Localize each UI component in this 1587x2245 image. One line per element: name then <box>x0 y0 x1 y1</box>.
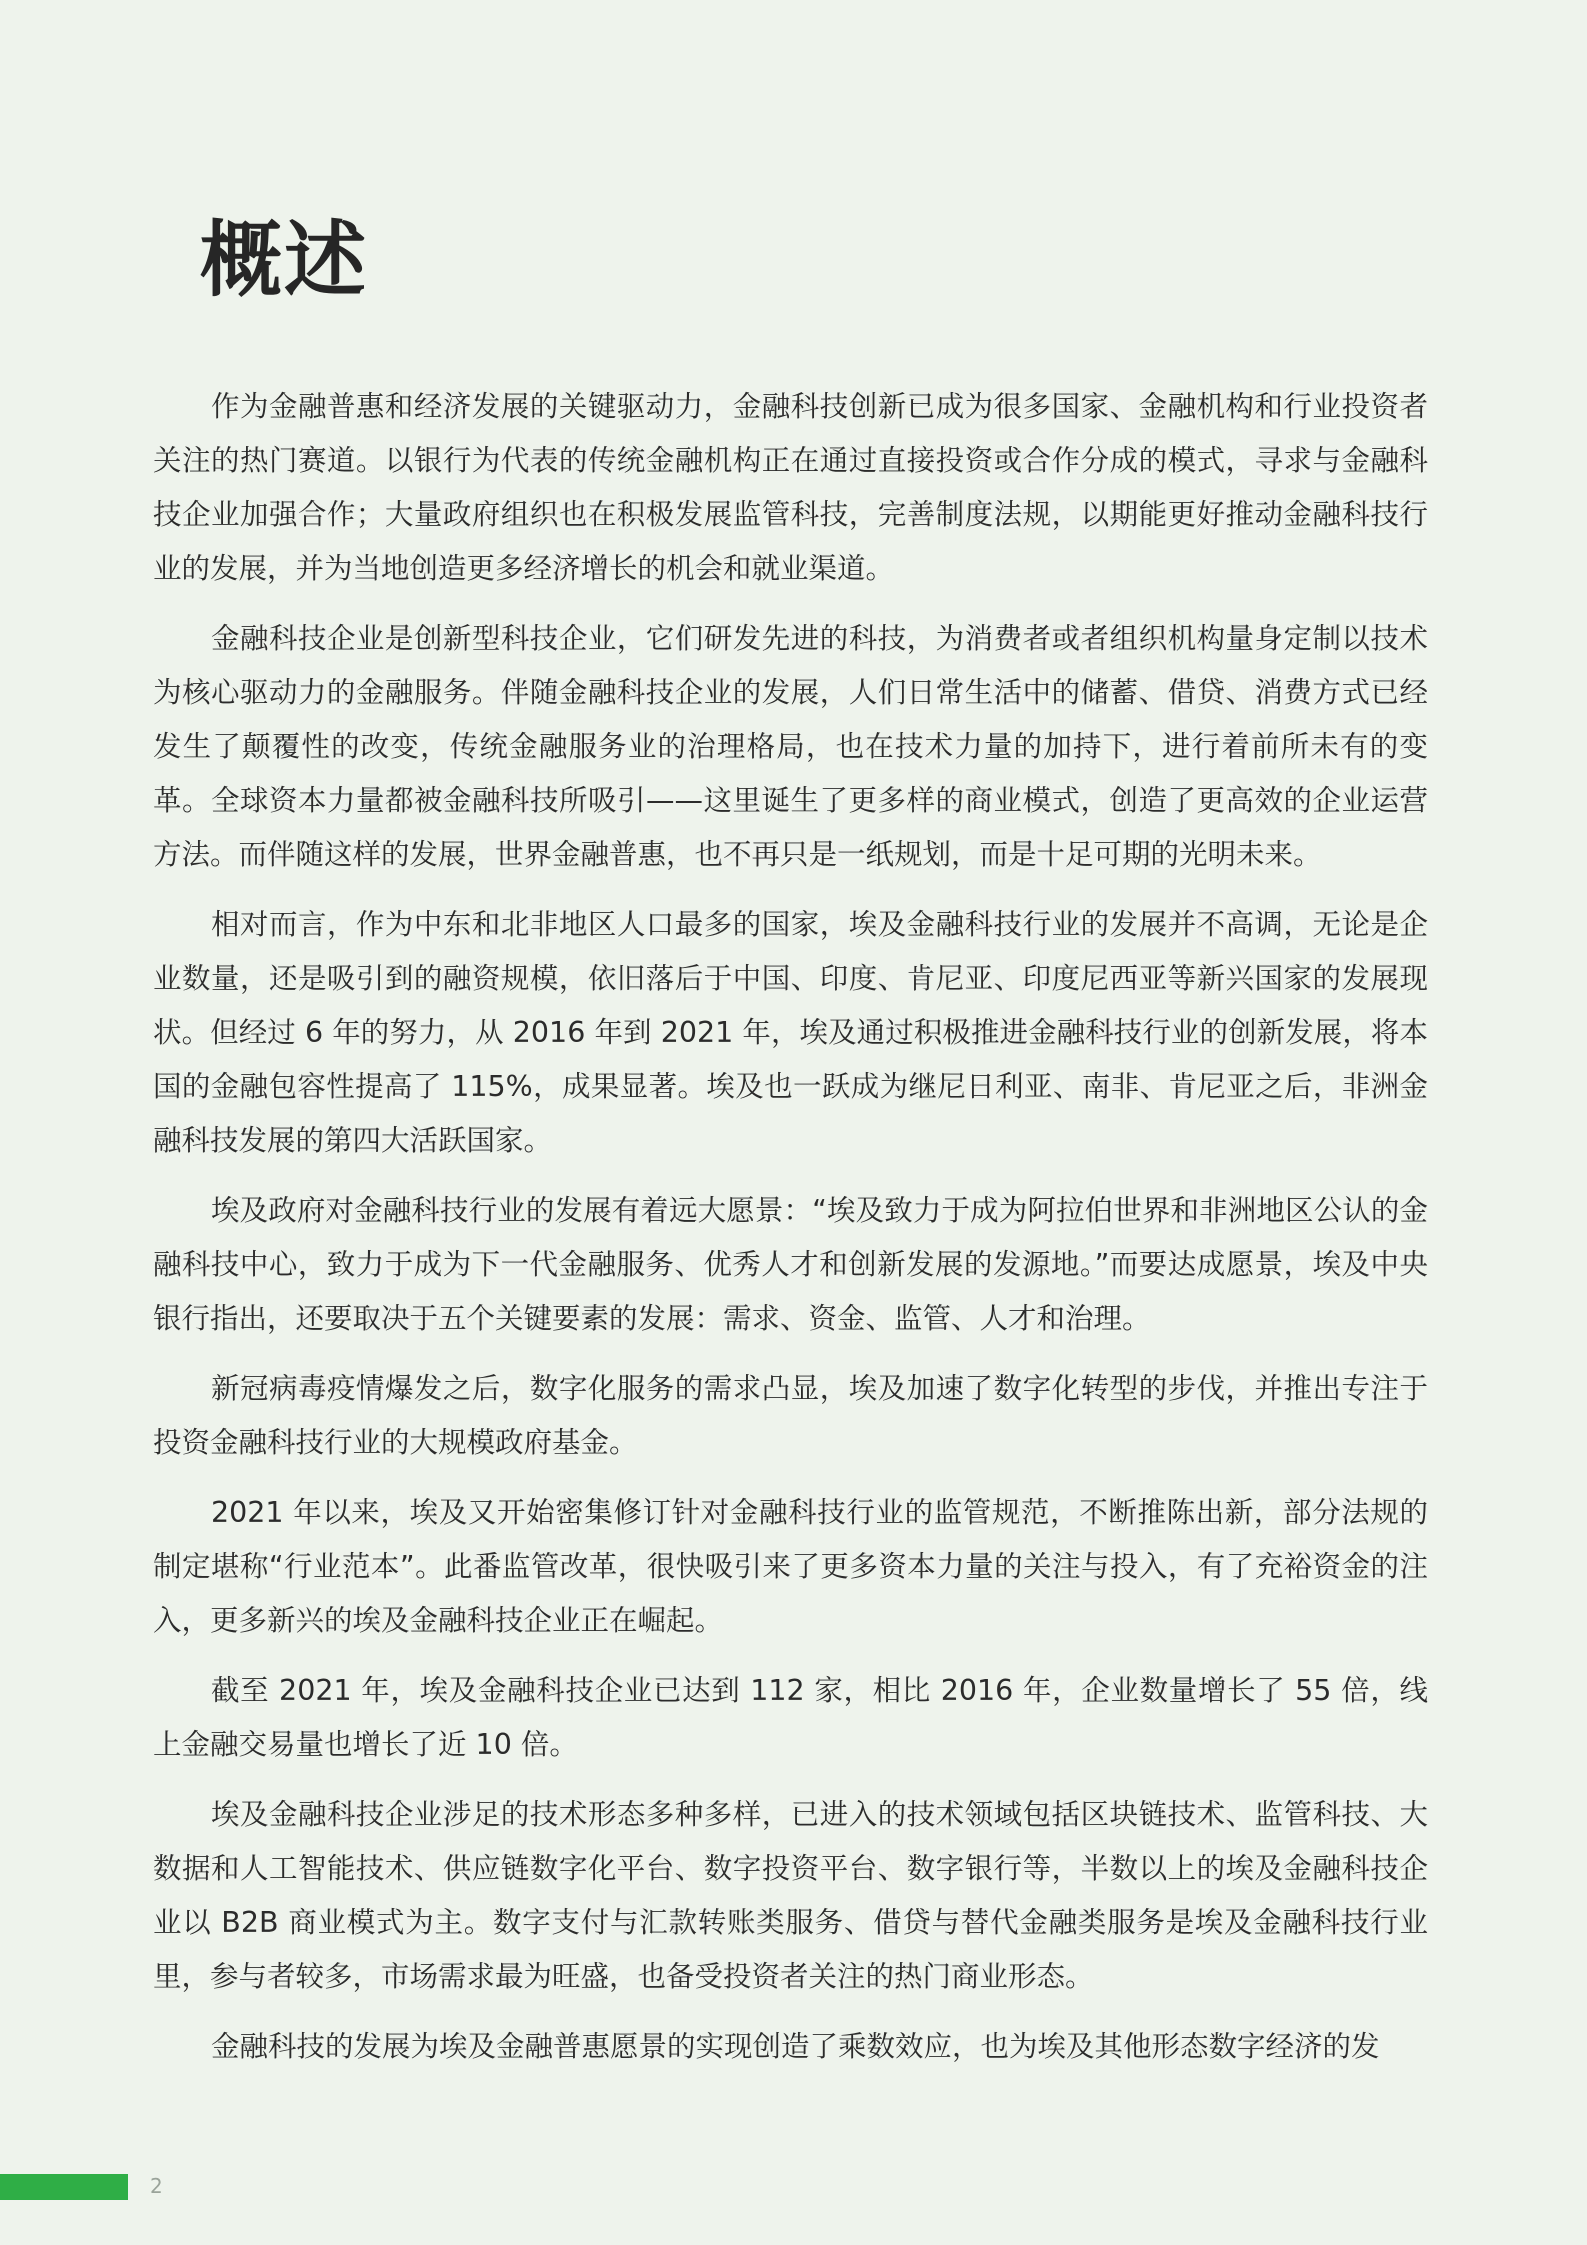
paragraph-1: 作为金融普惠和经济发展的关键驱动力，金融科技创新已成为很多国家、金融机构和行业投资者关注的热门赛道。以银行为代表的传统金融机构正在通过直接投资或合作分成的模式，寻求与金融科技企业加强合作；大量政府组织也在积极发展监管科技，完善制度法规，以期能更好推动金融科技行业的发展，并为当地创造更多经济增长的机会和就业渠道。 <box>153 390 1428 585</box>
paragraph-9: 金融科技的发展为埃及金融普惠愿景的实现创造了乘数效应，也为埃及其他形态数字经济的发 <box>211 2030 1380 2063</box>
paragraph-5: 新冠病毒疫情爆发之后，数字化服务的需求凸显，埃及加速了数字化转型的步伐，并推出专注于投资金融科技行业的大规模政府基金。 <box>153 1372 1428 1459</box>
paragraph-2: 金融科技企业是创新型科技企业，它们研发先进的科技，为消费者或者组织机构量身定制以技术为核心驱动力的金融服务。伴随金融科技企业的发展，人们日常生活中的储蓄、借贷、消费方式已经发生了颠覆性的改变，传统金融服务业的治理格局，也在技术力量的加持下，进行着前所未有的变革。全球资本力量都被金融科技所吸引——这里诞生了更多样的商业模式，创造了更高效的企业运营方法。而伴随这样的发展，世界金融普惠，也不再只是一纸规划，而是十足可期的光明未来。 <box>153 622 1428 871</box>
paragraph-3: 相对而言，作为中东和北非地区人口最多的国家，埃及金融科技行业的发展并不高调，无论是企业数量，还是吸引到的融资规模，依旧落后于中国、印度、肯尼亚、印度尼西亚等新兴国家的发展现状。但经过 6 年的努力，从 2016 年到 2021 年，埃及通过积极推进金融科技行业的创新发展，将本国的金融包容性提高了 115%，成果显著。埃及也一跃成为继尼日利亚、南非、肯尼亚之后，非洲金融科技发展的第四大活跃国家。 <box>153 908 1428 1157</box>
paragraph-6: 2021 年以来，埃及又开始密集修订针对金融科技行业的监管规范，不断推陈出新，部分法规的制定堪称“行业范本”。此番监管改革，很快吸引来了更多资本力量的关注与投入，有了充裕资金的注入，更多新兴的埃及金融科技企业正在崛起。 <box>153 1496 1428 1637</box>
page-title: 概述 <box>200 213 369 308</box>
paragraph-7: 截至 2021 年，埃及金融科技企业已达到 112 家，相比 2016 年，企业数量增长了 55 倍，线上金融交易量也增长了近 10 倍。 <box>153 1674 1428 1761</box>
paragraph-4: 埃及政府对金融科技行业的发展有着远大愿景：“埃及致力于成为阿拉伯世界和非洲地区公认的金融科技中心，致力于成为下一代金融服务、优秀人才和创新发展的发源地。”而要达成愿景，埃及中央银行指出，还要取决于五个关键要素的发展：需求、资金、监管、人才和治理。 <box>153 1194 1428 1335</box>
body-text <box>153 380 1428 2090</box>
page-number: 2 <box>150 2174 163 2198</box>
paragraph-8: 埃及金融科技企业涉足的技术形态多种多样，已进入的技术领域包括区块链技术、监管科技、大数据和人工智能技术、供应链数字化平台、数字投资平台、数字银行等，半数以上的埃及金融科技企业以 B2B 商业模式为主。数字支付与汇款转账类服务、借贷与替代金融类服务是埃及金融科技行业里，参与者较多，市场需求最为旺盛，也备受投资者关注的热门商业形态。 <box>153 1798 1428 1993</box>
footer-accent-bar <box>0 2174 128 2200</box>
